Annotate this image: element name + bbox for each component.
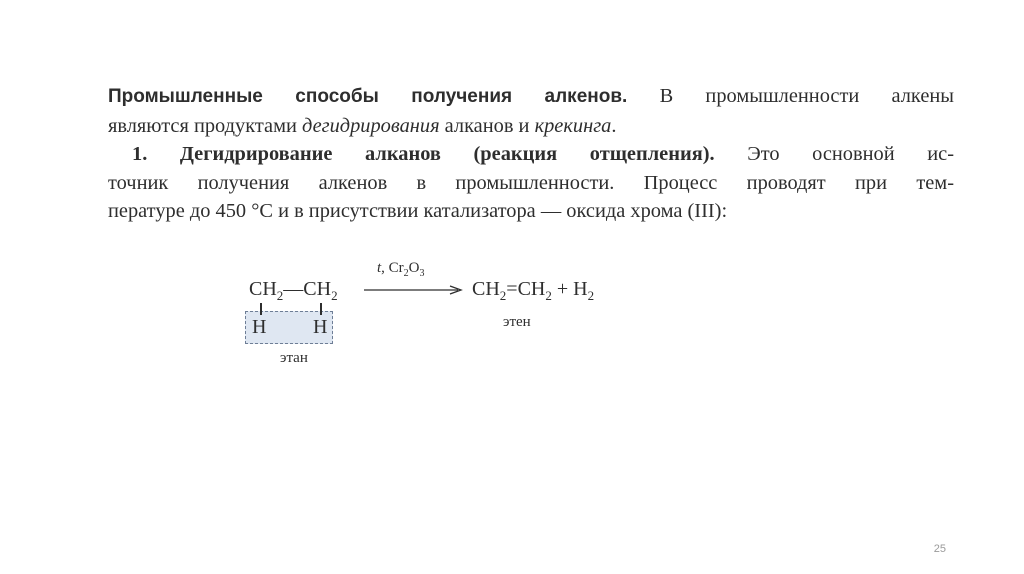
reactant-single-bond: — (283, 278, 304, 300)
reactant-formula (249, 278, 338, 301)
reaction-arrow (364, 285, 464, 295)
paragraph-line-4: точник получения алкенов в промышленности. Процесс проводят при тем- (108, 171, 954, 194)
term-cracking: крекинга (534, 114, 612, 137)
condition-subscript-o: 3 (419, 268, 425, 279)
reactant-subscript-2: 2 (331, 288, 338, 303)
bond-left-vertical (260, 303, 262, 315)
term-dehydrogenation: дегидрирования (302, 114, 440, 137)
section-heading: Промышленные способы получения алкенов. (108, 86, 628, 107)
product-subscript-2: 2 (545, 288, 552, 303)
condition-subscript-cr: 2 (403, 268, 409, 279)
condition-o: O (408, 260, 420, 276)
paragraph-text: . (611, 114, 617, 137)
hydrogen-left: H (252, 316, 267, 338)
product-double-bond: = (506, 278, 518, 300)
reactant-ch-2: CH (303, 278, 332, 300)
reactant-ch-1: CH (249, 278, 277, 300)
subsection-heading: 1. Дегидрирование алканов (реакция отщепления). (132, 143, 715, 165)
reactant-subscript-1: 2 (276, 288, 284, 303)
hydrogen-product: H (573, 278, 588, 300)
page-number: 25 (933, 543, 946, 555)
product-ch-1: CH (472, 278, 500, 300)
paragraph-text: В промышленности алкены (627, 85, 954, 107)
reactant-name: этан (280, 350, 308, 366)
product-subscript-1: 2 (499, 288, 507, 303)
product-name: этен (503, 314, 531, 330)
paragraph-text: алканов и (439, 114, 535, 137)
bond-right-vertical (320, 303, 322, 315)
product-formula (472, 278, 594, 301)
paragraph-text: являются продуктами (108, 114, 302, 137)
plus-sign: + (551, 278, 574, 300)
paragraph-text: Это основной ис- (714, 143, 954, 165)
paragraph-line-5: пературе до 450 °С и в присутствии катализатора — оксида хрома (III): (108, 200, 728, 222)
condition-separator: , (381, 260, 389, 276)
hydrogen-right: H (313, 316, 328, 338)
hydrogen-product-subscript: 2 (587, 288, 595, 303)
condition-temperature: t (377, 260, 382, 276)
product-ch-2: CH (517, 278, 546, 300)
condition-cr: Cr (388, 260, 404, 276)
reaction-conditions (377, 260, 425, 277)
